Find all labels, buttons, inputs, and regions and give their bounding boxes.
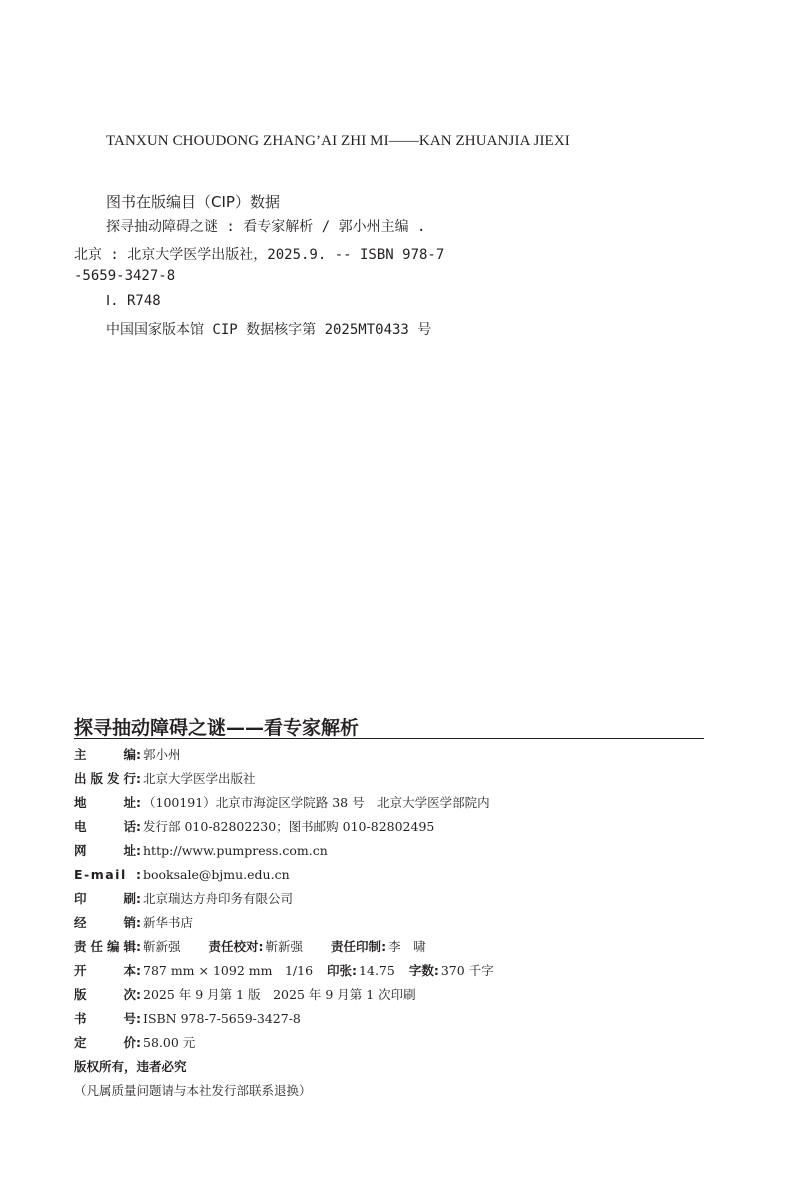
edition-row: 版次: 2025 年 9 月第 1 版 2025 年 9 月第 1 次印刷 bbox=[74, 987, 416, 1002]
cip-line-1: 探寻抽动障碍之谜 : 看专家解析 / 郭小州主编 . bbox=[106, 219, 426, 235]
address-row: 地址: （100191）北京市海淀区学院路 38 号 北京大学医学部院内 bbox=[74, 795, 490, 810]
cip-classification: Ⅰ. R748 bbox=[106, 293, 161, 309]
distributor-value: 新华书店 bbox=[143, 915, 194, 930]
returns-notice: （凡属质量问题请与本社发行部联系退换） bbox=[74, 1083, 312, 1098]
website-label: 网址 bbox=[74, 843, 136, 858]
distributor-label: 经销 bbox=[74, 915, 136, 930]
cip-heading: 图书在版编目（CIP）数据 bbox=[106, 193, 280, 211]
editor-label: 主编 bbox=[74, 747, 136, 762]
words-value: 370 千字 bbox=[440, 963, 494, 978]
price-value: 58.00 元 bbox=[143, 1035, 196, 1050]
resp-print-label: 责任印制 bbox=[331, 939, 382, 954]
cip-line-3: -5659-3427-8 bbox=[74, 268, 176, 284]
format-row: 开本: 787 mm × 1092 mm 1/16 印张: 14.75 字数: 370 千字 bbox=[74, 963, 494, 978]
sheets-value: 14.75 bbox=[359, 963, 395, 978]
isbn-label: 书号 bbox=[74, 1011, 136, 1026]
address-value: （100191）北京市海淀区学院路 38 号 北京大学医学部院内 bbox=[143, 795, 490, 810]
printer-row: 印刷: 北京瑞达方舟印务有限公司 bbox=[74, 891, 294, 906]
format-label: 开本 bbox=[74, 963, 136, 978]
phone-label: 电话 bbox=[74, 819, 136, 834]
publisher-label: 出版发行 bbox=[74, 771, 136, 786]
copyright-notice: 版权所有，违者必究 bbox=[74, 1059, 187, 1074]
publisher-row: 出版发行: 北京大学医学出版社 bbox=[74, 771, 256, 786]
price-row: 定价: 58.00 元 bbox=[74, 1035, 196, 1050]
book-title: 探寻抽动障碍之谜——看专家解析 bbox=[74, 717, 360, 739]
edition-value: 2025 年 9 月第 1 版 2025 年 9 月第 1 次印刷 bbox=[143, 987, 416, 1002]
words-label: 字数 bbox=[408, 963, 434, 978]
isbn-row: 书号: ISBN 978-7-5659-3427-8 bbox=[74, 1011, 301, 1026]
pinyin-title: TANXUN CHOUDONG ZHANG’AI ZHI MI——KAN ZHUANJIA JIEXI bbox=[106, 133, 570, 149]
resp-editor-value: 靳新强 bbox=[143, 939, 181, 954]
responsibility-row: 责任编辑: 靳新强 责任校对: 靳新强 责任印制: 李 啸 bbox=[74, 939, 426, 954]
website-link[interactable]: http://www.pumpress.com.cn bbox=[143, 843, 328, 858]
address-label: 地址 bbox=[74, 795, 136, 810]
website-row: 网址: http://www.pumpress.com.cn bbox=[74, 843, 328, 858]
email-link[interactable]: booksale@bjmu.edu.cn bbox=[143, 867, 290, 882]
cip-record-number: 中国国家版本馆 CIP 数据核字第 2025MT0433 号 bbox=[106, 322, 432, 338]
email-row: E-mail : booksale@bjmu.edu.cn bbox=[74, 867, 290, 882]
edition-label: 版次 bbox=[74, 987, 136, 1002]
phone-row: 电话: 发行部 010-82802230；图书邮购 010-82802495 bbox=[74, 819, 435, 834]
distributor-row: 经销: 新华书店 bbox=[74, 915, 194, 930]
publisher-value: 北京大学医学出版社 bbox=[143, 771, 256, 786]
resp-print-value: 李 啸 bbox=[388, 939, 426, 954]
printer-label: 印刷 bbox=[74, 891, 136, 906]
resp-editor-label: 责任编辑 bbox=[74, 939, 136, 954]
cip-line-2: 北京 : 北京大学医学出版社，2025.9. -- ISBN 978-7 bbox=[74, 247, 445, 263]
format-value: 787 mm × 1092 mm 1/16 bbox=[143, 963, 314, 978]
price-label: 定价 bbox=[74, 1035, 136, 1050]
sheets-label: 印张 bbox=[327, 963, 353, 978]
resp-proof-label: 责任校对 bbox=[208, 939, 259, 954]
editor-value: 郭小州 bbox=[143, 747, 181, 762]
resp-proof-value: 靳新强 bbox=[265, 939, 304, 954]
title-rule bbox=[74, 738, 704, 739]
phone-value: 发行部 010-82802230；图书邮购 010-82802495 bbox=[143, 819, 435, 834]
email-label: E-mail bbox=[74, 867, 127, 882]
printer-value: 北京瑞达方舟印务有限公司 bbox=[143, 891, 294, 906]
editor-row: 主编: 郭小州 bbox=[74, 747, 181, 762]
isbn-value: ISBN 978-7-5659-3427-8 bbox=[143, 1011, 301, 1026]
